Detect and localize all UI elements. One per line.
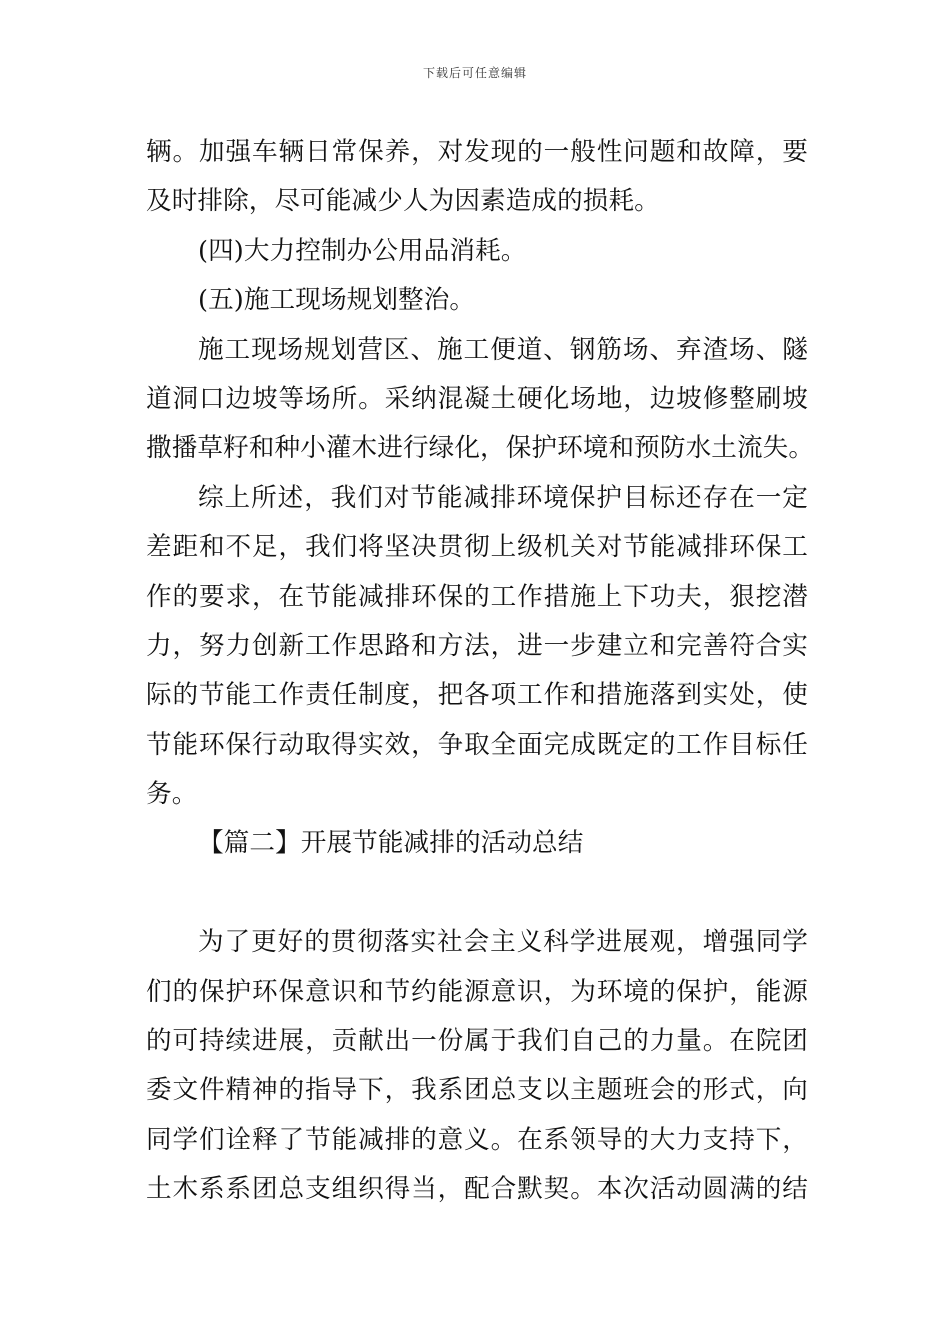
text-line: 辆。加强车辆日常保养，对发现的一般性问题和故障，要 xyxy=(146,137,808,167)
text-line: 委文件精神的指导下，我系团总支以主题班会的形式，向 xyxy=(146,1075,808,1106)
text-line: 务。 xyxy=(146,779,198,810)
text-line: 撒播草籽和种小灌木进行绿化，保护环境和预防水土流失。 xyxy=(146,433,815,464)
text-line: 土木系系团总支组织得当，配合默契。本次活动圆满的结 xyxy=(146,1174,808,1205)
document-body xyxy=(146,128,815,1215)
section-heading: (五)施工现场规划整治。 xyxy=(198,285,476,316)
text-line: 节能环保行动取得实效，争取全面完成既定的工作目标任 xyxy=(146,729,808,760)
text-line: 差距和不足，我们将坚决贯彻上级机关对节能减排环保工 xyxy=(146,532,808,563)
section-heading: (四)大力控制办公用品消耗。 xyxy=(198,235,527,266)
text-line: 同学们诠释了节能减排的意义。在系领导的大力支持下， xyxy=(146,1124,808,1155)
text-line: 为了更好的贯彻落实社会主义科学进展观，增强同学 xyxy=(198,927,808,958)
text-line: 的可持续进展，贡献出一份属于我们自己的力量。在院团 xyxy=(146,1026,808,1057)
page-header: 下载后可任意编辑 xyxy=(422,66,527,80)
text-line: 力，努力创新工作思路和方法，进一步建立和完善符合实 xyxy=(146,630,808,661)
text-line: 综上所述，我们对节能减排环境保护目标还存在一定 xyxy=(198,482,808,513)
text-line: 作的要求，在节能减排环保的工作措施上下功夫，狠挖潜 xyxy=(146,581,808,612)
text-line: 际的节能工作责任制度，把各项工作和措施落到实处，使 xyxy=(146,680,808,711)
text-line: 及时排除，尽可能减少人为因素造成的损耗。 xyxy=(146,186,660,217)
text-line: 施工现场规划营区、施工便道、钢筋场、弃渣场、隧 xyxy=(198,334,808,365)
blank-line xyxy=(146,869,808,918)
text-line: 们的保护环保意识和节约能源意识，为环境的保护，能源 xyxy=(146,976,808,1007)
text-line: 道洞口边坡等场所。采纳混凝土硬化场地，边坡修整刷坡 xyxy=(146,383,808,414)
article-title: 【篇二】开展节能减排的活动总结 xyxy=(198,828,584,859)
